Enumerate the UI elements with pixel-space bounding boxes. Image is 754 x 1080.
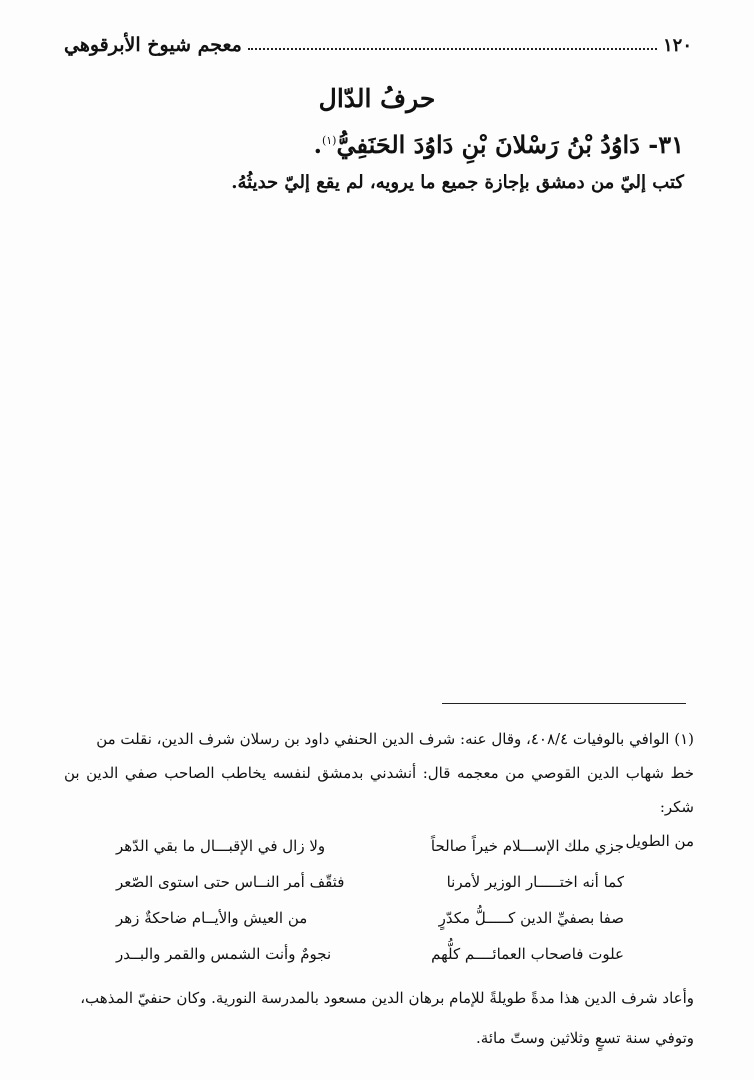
verse-first-hemistich: كما أنه اختـــــار الوزير لأمرنا [446,873,624,891]
verse-second-hemistich: فثقّف أمر النــاس حتى استوى الصّعر [116,873,345,891]
footnote-closing [64,978,694,1058]
poem-meter-label: من الطويل [625,832,694,850]
verse-second-hemistich: ولا زال في الإقبـــال ما بقي الدّهر [116,837,326,855]
poem-verse [116,940,624,976]
footnote-line: (١) الوافي بالوفيات ٤٠٨/٤، وقال عنه: شرف الدين الحنفي داود بن رسلان شرف الدين، نقلت من [96,730,694,748]
footnote-line: وتوفي سنة تسعٍ وثلاثين وستّ مائة. [476,1029,694,1047]
header-dotted-leader [248,48,657,50]
footnote-line: وأعاد شرف الدين هذا مدةً طويلةً للإمام برهان الدين مسعود بالمدرسة النورية. وكان حنفيّ المذهب، [80,989,694,1007]
entry-title-text: ٣١- دَاوُدُ بْنُ رَسْلانَ بْنِ دَاوُدَ الحَنَفِيُّ [336,130,684,159]
running-book-title: معجم شيوخ الأبرقوهي [64,34,242,56]
entry-body: كتب إليّ من دمشق بإجازة جميع ما يرويه، لم يقع إليّ حديثُهُ. [231,172,684,193]
page-number: ١٢٠ [662,34,692,56]
footnote-separator [442,703,686,704]
footnote-line: خط شهاب الدين القوصي من معجمه قال: أنشدني بدمشق لنفسه يخاطب الصاحب صفي الدين بن شكر: [64,764,694,816]
verse-first-hemistich: جزي ملك الإســـلام خيراً صالحاً [430,837,624,855]
verse-second-hemistich: من العيش والأيــام ضاحكةٌ زهر [116,909,308,927]
poem [116,832,624,976]
verse-second-hemistich: نجومٌ وأنت الشمس والقمر والبــدر [116,945,332,963]
chapter-title: حرفُ الدّال [318,84,436,113]
footnote-reference: (١) [321,134,337,147]
poem-verse [116,904,624,940]
verse-first-hemistich: علوت فاصحاب العمائــــم كلُّهم [431,945,624,963]
entry-title [314,130,684,159]
poem-verse [116,832,624,868]
page-header [64,30,692,60]
entry-title-end: . [313,130,322,159]
verse-first-hemistich: صفا بصفيِّ الدين كـــــلُّ مكدّرٍ [438,909,624,927]
poem-verse [116,868,624,904]
